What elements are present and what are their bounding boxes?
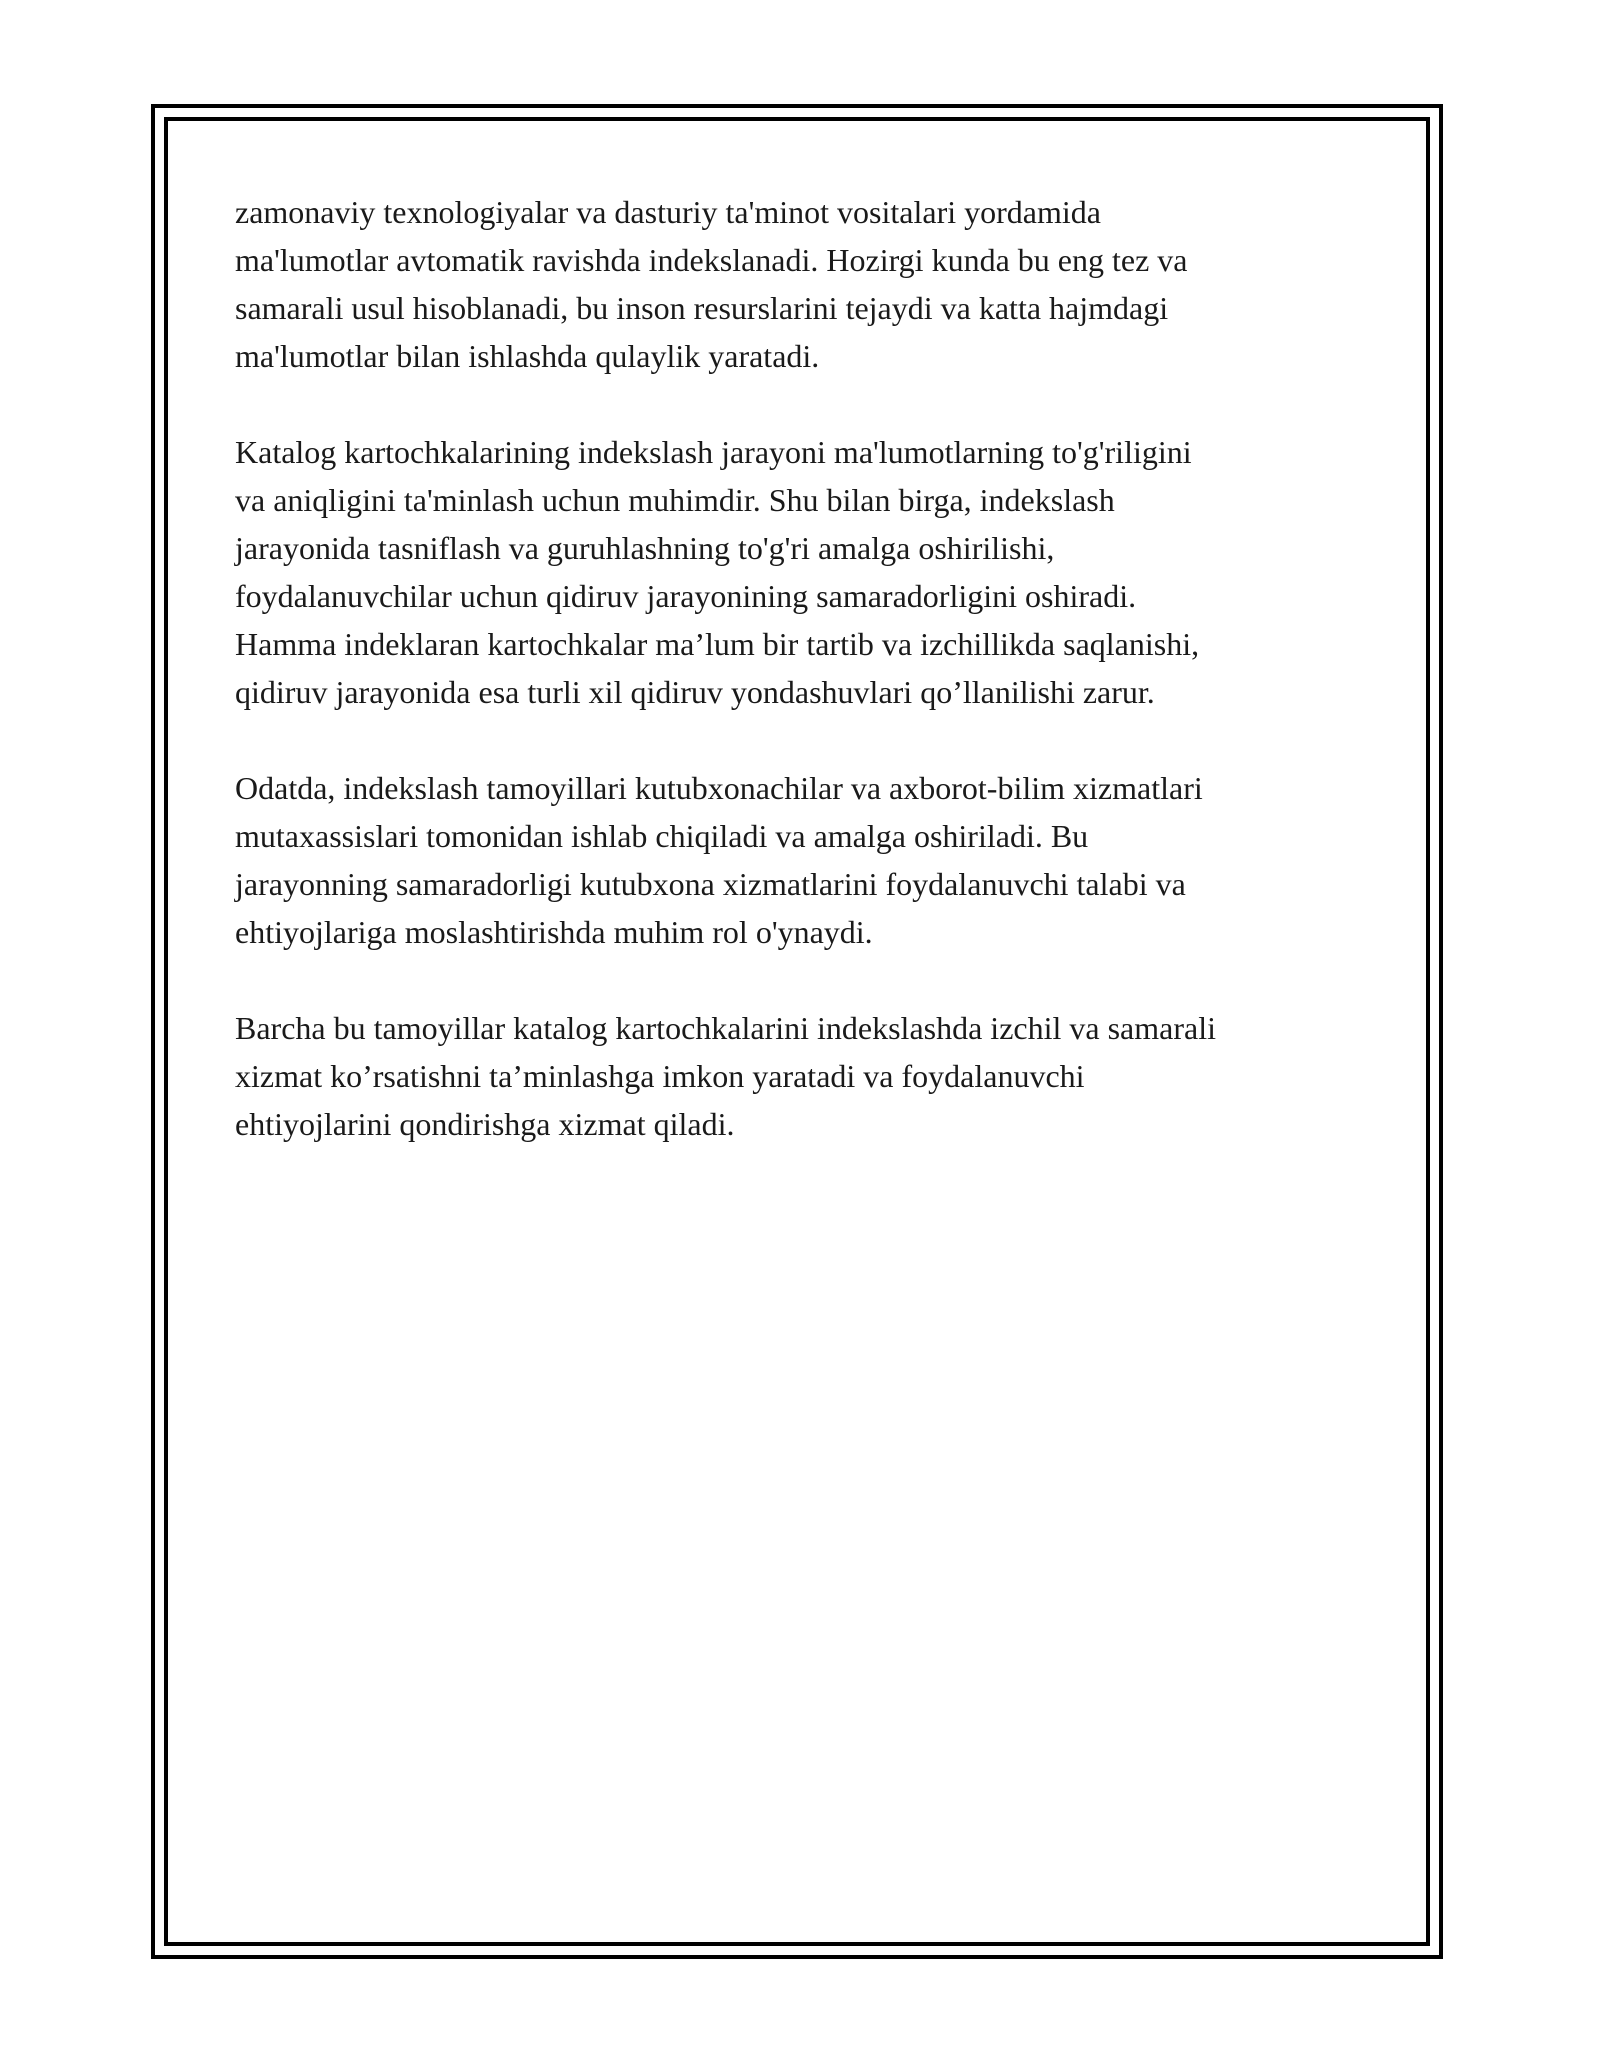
paragraph-line: qidiruv jarayonida esa turli xil qidiruv yondashuvlari qo’llanilishi zarur. xyxy=(235,674,1155,710)
paragraph-4 xyxy=(235,1004,1375,1148)
paragraph-line: Barcha bu tamoyillar katalog kartochkalarini indekslashda izchil va samarali xyxy=(235,1010,1216,1046)
paragraph-line: ehtiyojlarini qondirishga xizmat qiladi. xyxy=(235,1106,735,1142)
paragraph-line: jarayonning samaradorligi kutubxona xizmatlarini foydalanuvchi talabi va xyxy=(235,866,1186,902)
paragraph-line: ma'lumotlar bilan ishlashda qulaylik yaratadi. xyxy=(235,338,820,374)
paragraph-2 xyxy=(235,428,1375,716)
paragraph-3 xyxy=(235,764,1375,956)
paragraph-line: va aniqligini ta'minlash uchun muhimdir. Shu bilan birga, indekslash xyxy=(235,482,1115,518)
paragraph-1 xyxy=(235,188,1375,380)
document-body xyxy=(235,188,1375,1196)
paragraph-line: samarali usul hisoblanadi, bu inson resurslarini tejaydi va katta hajmdagi xyxy=(235,290,1169,326)
paragraph-line: mutaxassislari tomonidan ishlab chiqiladi va amalga oshiriladi. Bu xyxy=(235,818,1089,854)
paragraph-line: ma'lumotlar avtomatik ravishda indekslanadi. Hozirgi kunda bu eng tez va xyxy=(235,242,1188,278)
paragraph-line: Katalog kartochkalarining indekslash jarayoni ma'lumotlarning to'g'riligini xyxy=(235,434,1192,470)
paragraph-line: xizmat ko’rsatishni ta’minlashga imkon yaratadi va foydalanuvchi xyxy=(235,1058,1085,1094)
paragraph-line: Hamma indeklaran kartochkalar ma’lum bir tartib va izchillikda saqlanishi, xyxy=(235,626,1200,662)
paragraph-line: Odatda, indekslash tamoyillari kutubxonachilar va axborot-bilim xizmatlari xyxy=(235,770,1203,806)
paragraph-line: ehtiyojlariga moslashtirishda muhim rol o'ynaydi. xyxy=(235,914,873,950)
paragraph-line: jarayonida tasniflash va guruhlashning to'g'ri amalga oshirilishi, xyxy=(235,530,1055,566)
paragraph-line: zamonaviy texnologiyalar va dasturiy ta'minot vositalari yordamida xyxy=(235,194,1101,230)
paragraph-line: foydalanuvchilar uchun qidiruv jarayonining samaradorligini oshiradi. xyxy=(235,578,1137,614)
